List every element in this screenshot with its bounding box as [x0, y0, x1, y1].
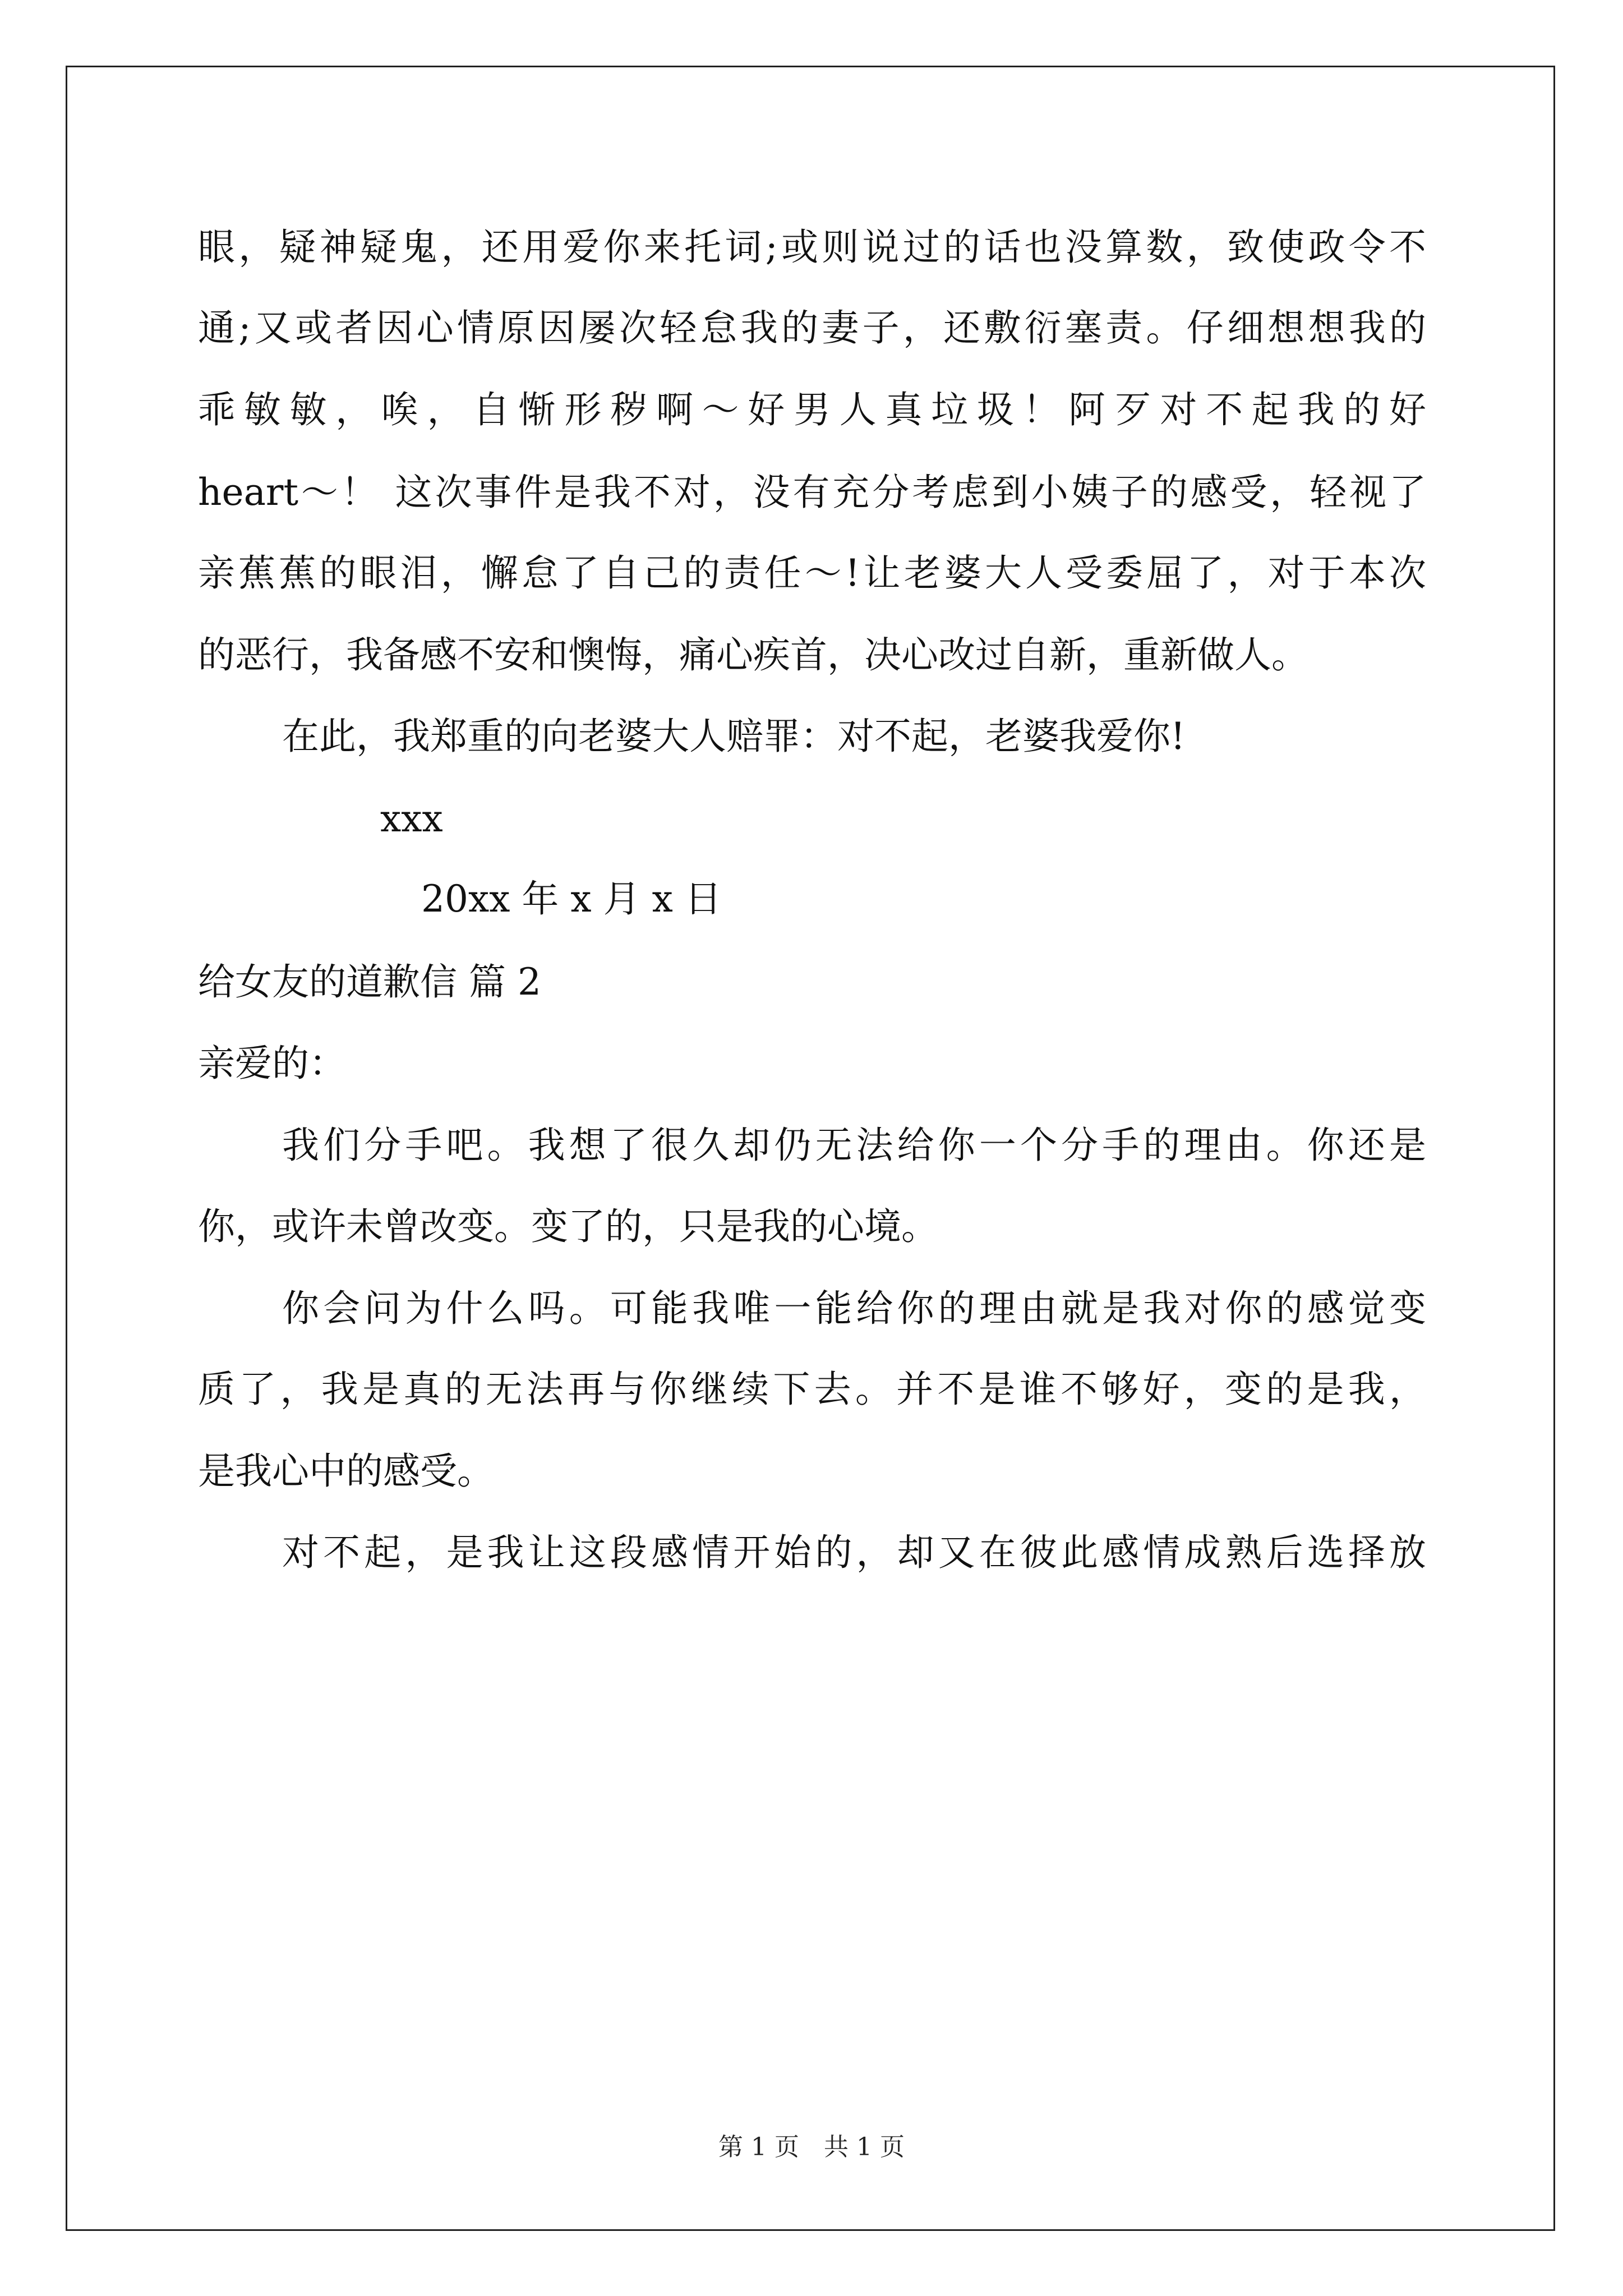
body-line-2: 通;又或者因心情原因屡次轻怠我的妻子，还敷衍塞责。仔细想想我的 — [198, 306, 1426, 349]
body-line-17: 对不起，是我让这段感情开始的，却又在彼此感情成熟后选择放 — [282, 1531, 1426, 1574]
body-line-4: heart～！ 这次事件是我不对，没有充分考虑到小姨子的感受，轻视了 — [198, 471, 1426, 514]
page-footer: 第 1 页 共 1 页 — [718, 2133, 905, 2161]
body-line-6: 的恶行，我备感不安和懊悔，痛心疾首，决心改过自新，重新做人。 — [198, 633, 1308, 677]
body-line-5: 亲蕉蕉的眼泪，懈怠了自己的责任～!让老婆大人受委屈了，对于本次 — [198, 551, 1426, 595]
body-line-7: 在此，我郑重的向老婆大人赔罪：对不起，老婆我爱你! — [282, 715, 1186, 758]
salutation: 亲爱的： — [198, 1042, 346, 1085]
body-line-15: 质了，我是真的无法再与你继续下去。并不是谁不够好，变的是我， — [198, 1368, 1426, 1411]
signature-date: 20xx 年 x 月 x 日 — [421, 877, 722, 921]
body-line-13: 你，或许未曾改变。变了的，只是我的心境。 — [198, 1205, 938, 1248]
body-line-12: 我们分手吧。我想了很久却仍无法给你一个分手的理由。你还是 — [282, 1124, 1426, 1167]
body-line-3: 乖敏敏，唉，自惭形秽啊～好男人真垃圾！阿歹对不起我的好 — [198, 388, 1426, 431]
signature-name: xxx — [380, 797, 443, 840]
body-line-1: 眼，疑神疑鬼，还用爱你来托词;或则说过的话也没算数，致使政令不 — [198, 226, 1426, 269]
body-line-16: 是我心中的感受。 — [198, 1450, 494, 1493]
section-title: 给女友的道歉信 篇 2 — [198, 960, 541, 1004]
body-line-14: 你会问为什么吗。可能我唯一能给你的理由就是我对你的感觉变 — [282, 1287, 1426, 1330]
